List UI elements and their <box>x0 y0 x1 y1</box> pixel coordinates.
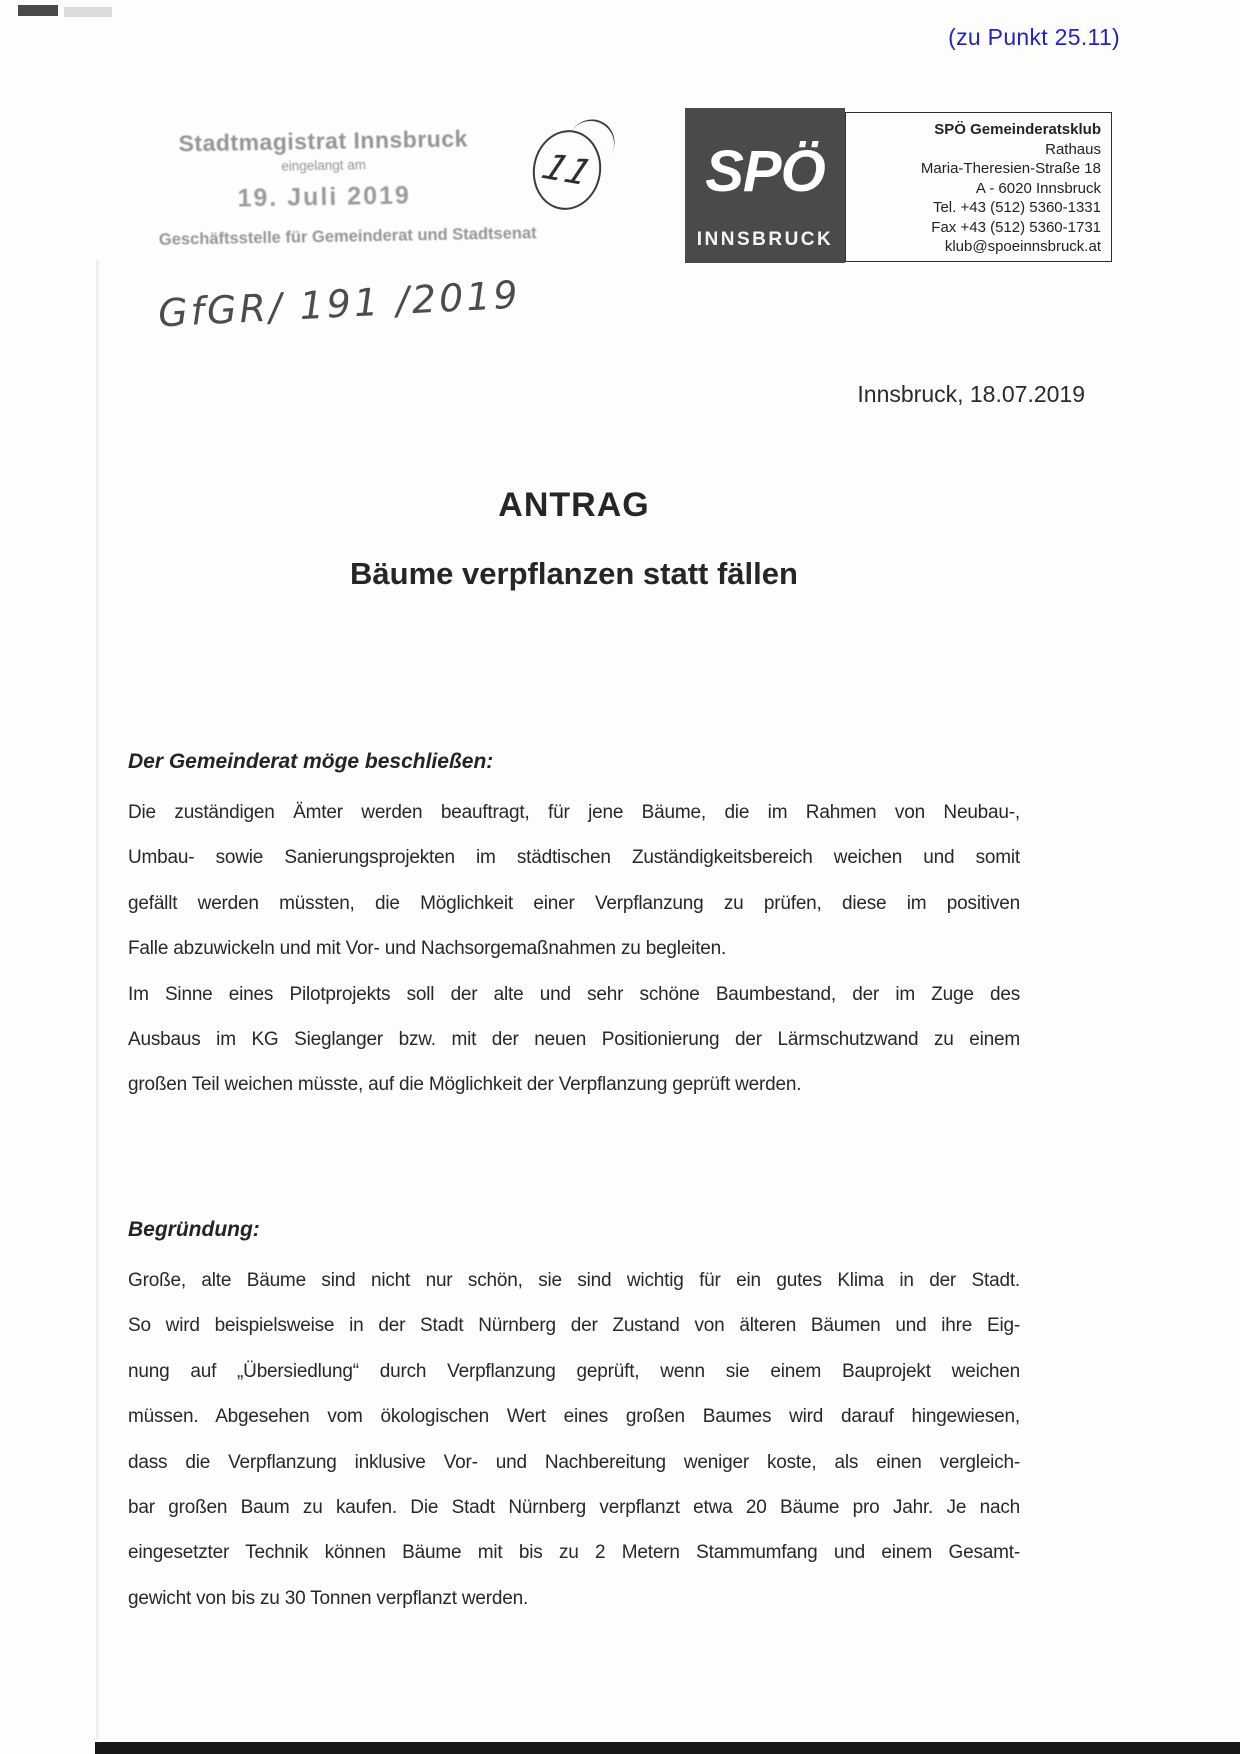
reference-note: (zu Punkt 25.11) <box>948 24 1120 50</box>
reasoning-text-line: gewicht von bis zu 30 Tonnen verpflanzt werden. <box>128 1587 529 1609</box>
reasoning-text-line: bar großen Baum zu kaufen. Die Stadt Nürnberg verpflanzt etwa 20 Bäume pro Jahr. Je nach <box>128 1496 1020 1518</box>
motion-text-line: gefällt werden müssten, die Möglichkeit einer Verpflanzung zu prüfen, diese im positiven <box>128 892 1020 914</box>
scan-edge-shadow <box>96 260 99 1740</box>
reasoning-text-line: dass die Verpflanzung inklusive Vor- und Nachbereitung weniger koste, als einen vergleich- <box>128 1451 1020 1473</box>
motion-text-line: Ausbaus im KG Sieglanger bzw. mit der neuen Positionierung der Lärmschutzwand zu einem <box>128 1028 1020 1050</box>
email-line: klub@spoeinnsbruck.at <box>944 238 1101 255</box>
reasoning-heading: Begründung: <box>128 1218 260 1241</box>
spo-logo-city: INNSBRUCK <box>696 229 834 250</box>
motion-text <box>128 790 1020 1108</box>
motion-text-line: Im Sinne eines Pilotprojekts soll der alte und sehr schöne Baumbestand, der im Zuge des <box>128 983 1020 1005</box>
scan-artifact-top-left-light <box>64 7 112 17</box>
address-line: Maria-Theresien-Straße 18 <box>920 160 1101 177</box>
handwritten-file-number: GfGR/ 191 /2019 <box>157 272 522 336</box>
motion-text-line: Umbau- sowie Sanierungsprojekten im städtischen Zuständigkeitsbereich weichen und somit <box>128 847 1020 869</box>
reasoning-text-line: nung auf „Übersiedlung“ durch Verpflanzung geprüft, wenn sie einem Bauprojekt weichen <box>128 1360 1020 1382</box>
fax-line: Fax +43 (512) 5360-1731 <box>931 218 1101 236</box>
document-subtitle: Bäume verpflanzen statt fällen <box>350 556 798 591</box>
stamp-office: Geschäftsstelle für Gemeinderat und Stadtsenat <box>158 224 537 249</box>
phone-line: Tel. +43 (512) 5360-1331 <box>932 199 1101 216</box>
motion-text-line: großen Teil weichen müsste, auf die Möglichkeit der Verpflanzung geprüft werden. <box>128 1074 802 1096</box>
reasoning-text-line: So wird beispielsweise in der Stadt Nürnberg der Zustand von älteren Bäumen und ihre Eig- <box>128 1315 1020 1337</box>
spo-logo-text: SPÖ <box>705 139 825 204</box>
reasoning-text-line: müssen. Abgesehen vom ökologischen Wert eines großen Baumes wird darauf hingewiesen, <box>128 1406 1020 1428</box>
reasoning-text-line: Große, alte Bäume sind nicht nur schön, sie sind wichtig für ein gutes Klima in der Stadt. <box>128 1270 1020 1291</box>
circled-number-value: 11 <box>535 146 599 194</box>
stamp-received-label: eingelangt am <box>281 157 367 174</box>
motion-text-line: Die zuständigen Ämter werden beauftragt, für jene Bäume, die im Rahmen von Neubau-, <box>128 802 1020 823</box>
resolution-lead-in: Der Gemeinderat möge beschließen: <box>128 750 494 773</box>
address-line: A - 6020 Innsbruck <box>975 179 1101 197</box>
letterhead-contact-block <box>845 112 1112 262</box>
document-title: ANTRAG <box>498 486 650 524</box>
scan-artifact-bottom-bar <box>95 1742 1240 1754</box>
reasoning-text <box>128 1258 1020 1621</box>
stamp-authority: Stadtmagistrat Innsbruck <box>178 125 469 157</box>
stamp-date: 19. Juli 2019 <box>237 181 412 213</box>
organization-name: SPÖ Gemeinderatsklub <box>934 121 1101 138</box>
receipt-stamp <box>157 125 537 250</box>
spo-logo <box>685 108 845 263</box>
circled-number-annotation <box>527 125 608 216</box>
scan-artifact-top-left-dark <box>18 5 58 16</box>
motion-text-line: Falle abzuwickeln und mit Vor- und Nachsorgemaßnahmen zu begleiten. <box>128 938 727 960</box>
address-line: Rathaus <box>1045 140 1101 158</box>
reasoning-text-line: eingesetzter Technik können Bäume mit bis zu 2 Metern Stammumfang und einem Gesamt- <box>128 1542 1020 1564</box>
place-date-line: Innsbruck, 18.07.2019 <box>857 381 1085 407</box>
